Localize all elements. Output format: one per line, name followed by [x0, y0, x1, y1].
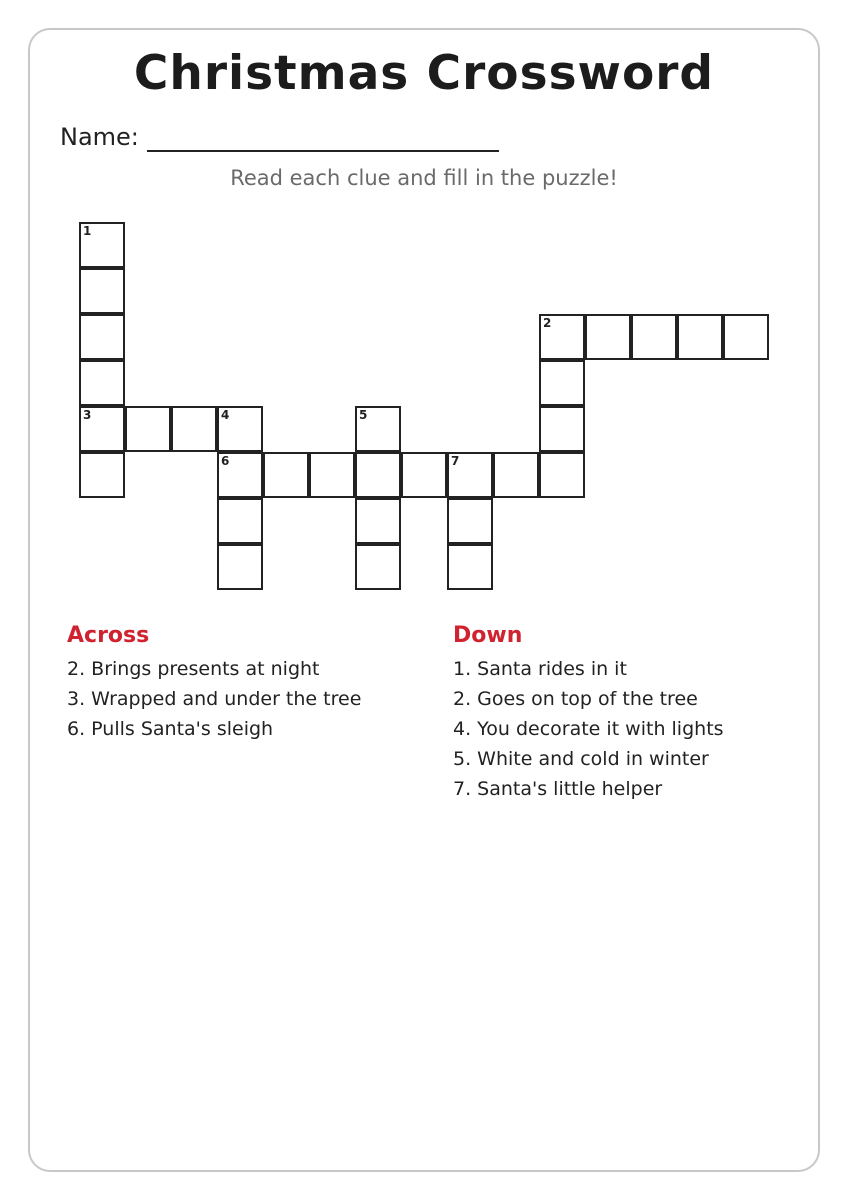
grid-cell[interactable]: [79, 360, 125, 406]
across-heading: Across: [67, 623, 150, 648]
grid-cell[interactable]: [539, 360, 585, 406]
grid-cell[interactable]: [447, 452, 493, 498]
grid-cell[interactable]: [125, 406, 171, 452]
clue-item: 7. Santa's little helper: [453, 778, 663, 800]
grid-cell[interactable]: [217, 406, 263, 452]
clue-item: 1. Santa rides in it: [453, 658, 627, 680]
grid-cell[interactable]: [217, 452, 263, 498]
grid-cell[interactable]: [585, 314, 631, 360]
grid-cell[interactable]: [355, 544, 401, 590]
grid-cell[interactable]: [539, 406, 585, 452]
clue-item: 5. White and cold in winter: [453, 748, 709, 770]
clue-number: 5: [359, 408, 368, 422]
clue-item: 6. Pulls Santa's sleigh: [67, 718, 274, 740]
grid-cell[interactable]: [79, 268, 125, 314]
grid-cell[interactable]: [79, 222, 125, 268]
grid-cell[interactable]: [309, 452, 355, 498]
grid-cell[interactable]: [79, 314, 125, 360]
grid-cell[interactable]: [723, 314, 769, 360]
clue-number: 2: [543, 316, 552, 330]
clue-number: 7: [451, 454, 460, 468]
grid-cell[interactable]: [79, 452, 125, 498]
grid-cell[interactable]: [217, 544, 263, 590]
name-label: Name:: [60, 123, 139, 151]
grid-cell[interactable]: [355, 452, 401, 498]
grid-cell[interactable]: [631, 314, 677, 360]
grid-cell[interactable]: [79, 406, 125, 452]
grid-cell[interactable]: [447, 498, 493, 544]
clue-number: 6: [221, 454, 230, 468]
clue-item: 3. Wrapped and under the tree: [67, 688, 362, 710]
grid-cell[interactable]: [263, 452, 309, 498]
grid-cell[interactable]: [355, 498, 401, 544]
grid-cell[interactable]: [677, 314, 723, 360]
across-clues: [67, 620, 361, 744]
grid-cell[interactable]: [355, 406, 401, 452]
clue-number: 3: [83, 408, 92, 422]
grid-cell[interactable]: [171, 406, 217, 452]
grid-cell[interactable]: [539, 314, 585, 360]
grid-cell[interactable]: [401, 452, 447, 498]
clue-number: 4: [221, 408, 230, 422]
page-title: Christmas Crossword: [133, 46, 715, 101]
down-heading: Down: [453, 623, 523, 648]
clue-item: 2. Goes on top of the tree: [453, 688, 698, 710]
down-clues: [453, 620, 724, 804]
instructions: Read each clue and fill in the puzzle!: [230, 166, 618, 190]
clue-item: 2. Brings presents at night: [67, 658, 320, 680]
clue-item: 4. You decorate it with lights: [453, 718, 724, 740]
grid-cell[interactable]: [217, 498, 263, 544]
grid-cell[interactable]: [539, 452, 585, 498]
grid-cell[interactable]: [493, 452, 539, 498]
clue-number: 1: [83, 224, 92, 238]
grid-cell[interactable]: [447, 544, 493, 590]
